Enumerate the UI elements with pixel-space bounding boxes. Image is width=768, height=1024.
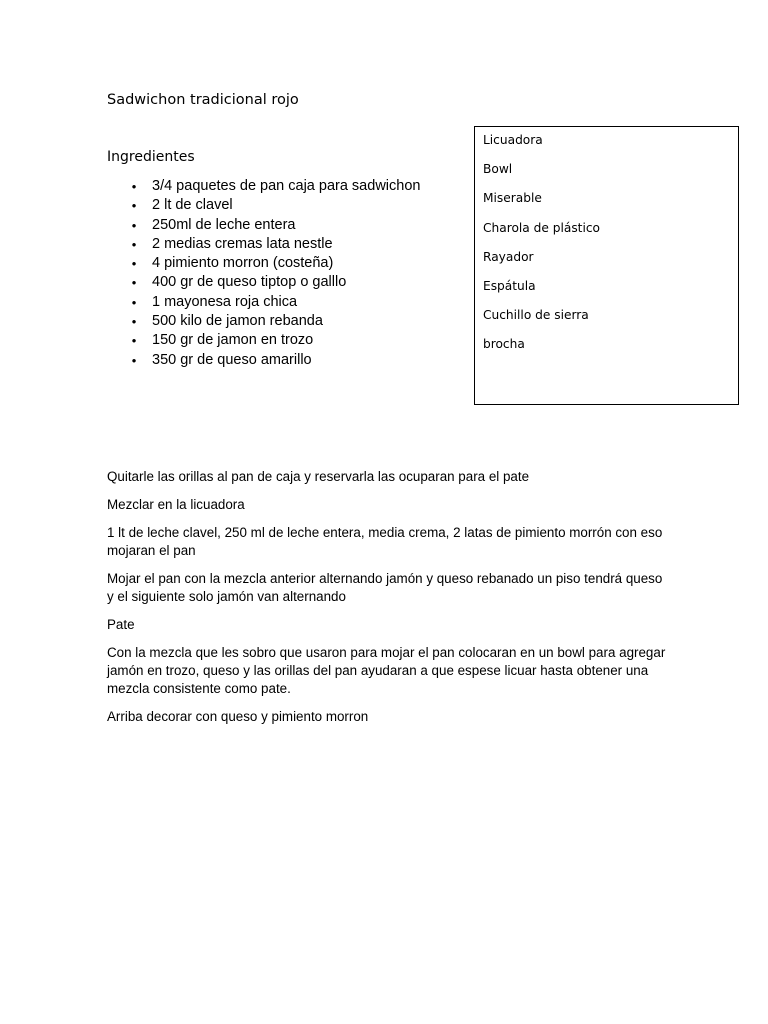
bullet-icon: •: [131, 275, 137, 291]
list-item: Espátula: [483, 278, 536, 293]
list-item: [107, 312, 467, 331]
ingredient-text: 1 mayonesa roja chica: [152, 293, 298, 310]
list-item: Charola de plástico: [483, 220, 601, 235]
document-title: Sadwichon tradicional rojo: [107, 92, 299, 108]
bullet-icon: •: [131, 294, 137, 310]
list-item: brocha: [483, 337, 525, 352]
list-item: [107, 254, 467, 273]
bullet-icon: •: [131, 314, 137, 330]
instruction-paragraph: Mojar el pan con la mezcla anterior alternando jamón y queso rebanado un piso tendrá queso y el siguiente solo jamón van alternando: [107, 571, 663, 604]
ingredient-text: 500 kilo de jamon rebanda: [152, 313, 323, 330]
list-item: Licuadora: [483, 133, 543, 147]
instruction-paragraph: Quitarle las orillas al pan de caja y reservarla las ocuparan para el pate: [107, 469, 530, 484]
bullet-icon: •: [131, 198, 137, 214]
ingredient-text: 400 gr de queso tiptop o galllo: [152, 274, 347, 291]
bullet-icon: •: [131, 217, 137, 233]
bullet-icon: •: [131, 236, 137, 252]
list-item: Miserable: [483, 191, 542, 206]
list-item: Rayador: [483, 249, 534, 264]
instruction-paragraph: Arriba decorar con queso y pimiento morron: [107, 709, 369, 724]
utensils-text-box: [474, 126, 739, 405]
bullet-icon: •: [131, 179, 137, 194]
ingredient-text: 350 gr de queso amarillo: [152, 351, 312, 368]
list-item: [107, 216, 467, 235]
utensils-list: [483, 130, 600, 364]
list-item: Bowl: [483, 162, 513, 177]
ingredient-text: 2 lt de clavel: [152, 197, 233, 214]
instruction-paragraph: Con la mezcla que les sobro que usaron para mojar el pan colocaran en un bowl para agregar jamón en trozo, queso y las orillas del pan ayudaran a que espese licuar hasta obtener una mezcla consistente como pate.: [107, 645, 666, 696]
list-item: [107, 235, 467, 254]
list-item: [107, 273, 467, 292]
list-item: [107, 351, 467, 370]
list-item: [107, 331, 467, 350]
pate-heading: Pate: [107, 617, 135, 632]
instructions-section: [107, 468, 667, 736]
bullet-icon: •: [131, 333, 137, 349]
bullet-icon: •: [131, 352, 137, 368]
ingredient-text: 3/4 paquetes de pan caja para sadwichon: [152, 178, 421, 194]
ingredients-heading: Ingredientes: [107, 149, 195, 165]
ingredients-list: [107, 177, 467, 370]
list-item: [107, 177, 467, 196]
ingredient-text: 4 pimiento morron (costeña): [152, 255, 334, 272]
ingredient-text: 250ml de leche entera: [152, 216, 296, 233]
list-item: [107, 196, 467, 215]
bullet-icon: •: [131, 256, 137, 272]
list-item: [107, 293, 467, 312]
instruction-paragraph: 1 lt de leche clavel, 250 ml de leche entera, media crema, 2 latas de pimiento morrón con eso mojaran el pan: [107, 525, 663, 558]
instruction-paragraph: Mezclar en la licuadora: [107, 497, 245, 512]
ingredient-text: 150 gr de jamon en trozo: [152, 332, 314, 349]
ingredient-text: 2 medias cremas lata nestle: [152, 235, 333, 252]
list-item: Cuchillo de sierra: [483, 308, 589, 323]
